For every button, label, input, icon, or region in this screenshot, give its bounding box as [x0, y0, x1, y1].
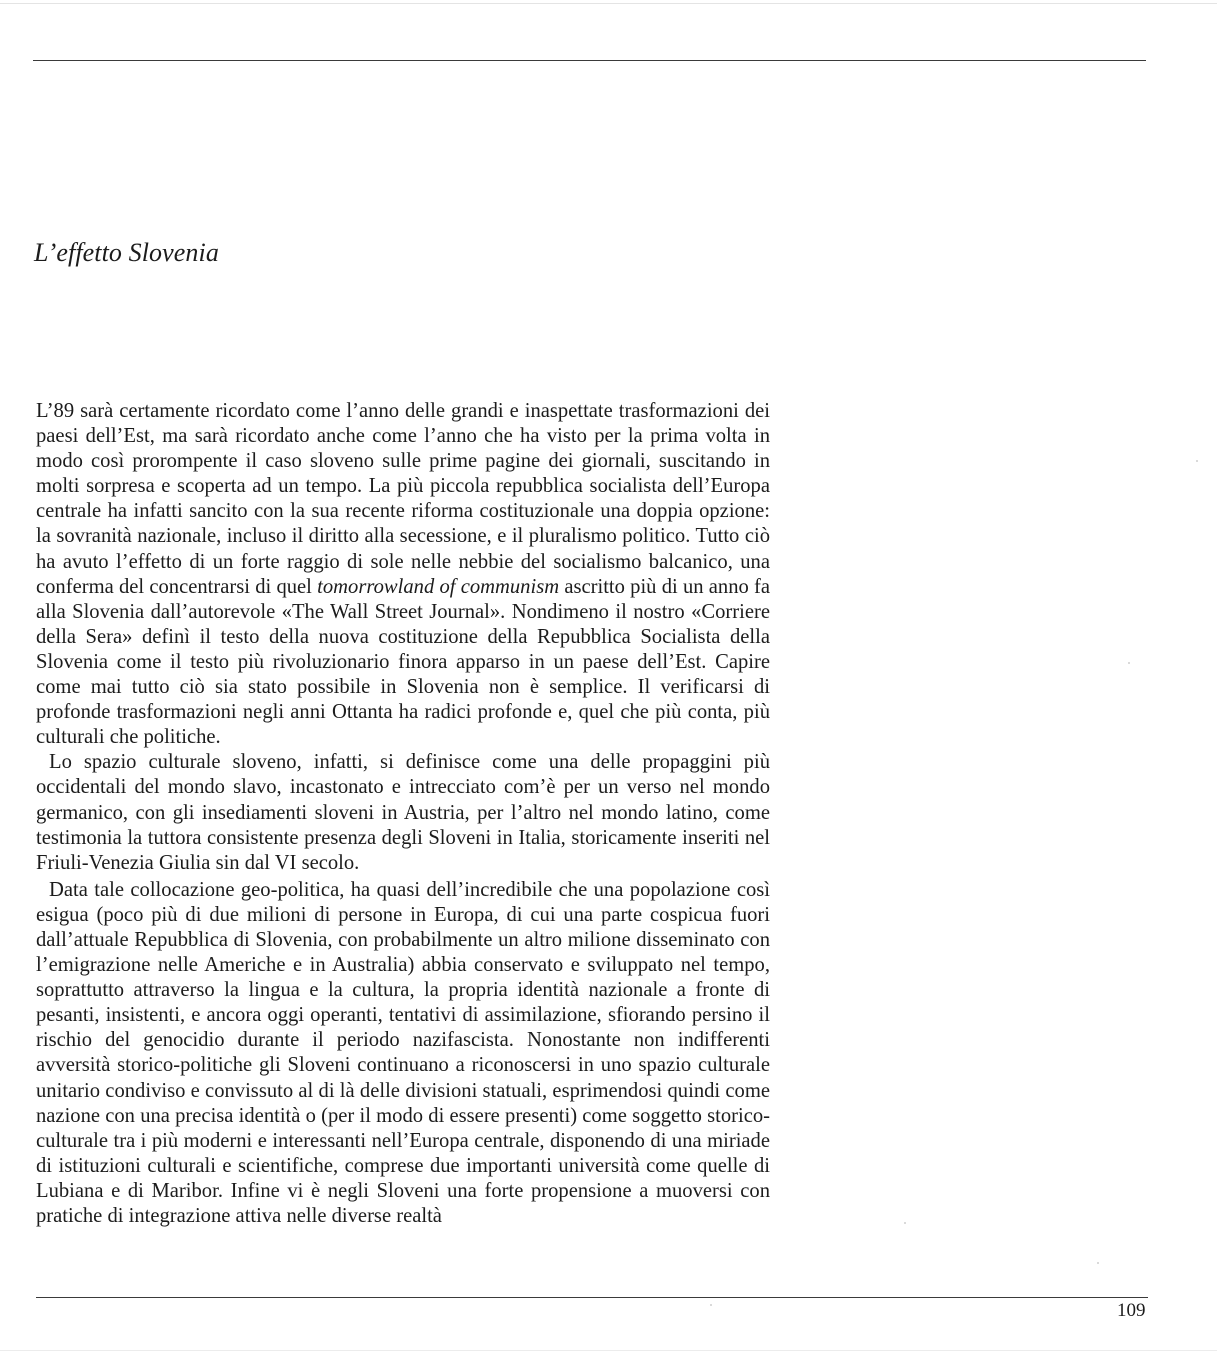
- paragraph-1-part-2: ascritto più di un anno fa alla Slovenia dall’autorevole «The Wall Street Journal». Nondimeno il nostro «Corriere della Sera» definì il testo della nuova costituzione della Repubblica Socialista della Slovenia come il testo più rivoluzionario finora apparso in un paese dell’Est. Capire come mai tutto ciò sia stato possibile in Slovenia non è semplice. Il verificarsi di profonde trasformazioni negli anni Ottanta ha radici profonde e, quel che più conta, più culturali che politiche.: [36, 575, 771, 749]
- scan-speck: [1128, 662, 1130, 664]
- page-number: 109: [1117, 1300, 1146, 1321]
- paragraph-1: [36, 399, 770, 750]
- scan-speck: [904, 1222, 906, 1224]
- body-text: [36, 399, 770, 1229]
- scan-speck: [710, 1304, 712, 1306]
- paragraph-1-part-1: L’89 sarà certamente ricordato come l’anno delle grandi e inaspettate trasformazioni dei paesi dell’Est, ma sarà ricordato anche come l’anno che ha visto per la prima volta in modo così prorompente il caso sloveno sulle prime pagine dei giornali, suscitando in molti sorpresa e scoperta ad un tempo. La più piccola repubblica socialista dell’Europa centrale ha infatti sancito con la sua recente riforma costituzionale una doppia opzione: la sovranità nazionale, incluso il diritto alla secessione, e il pluralismo politico. Tutto ciò ha avuto l’effetto di un forte raggio di sole nelle nebbie del socialismo balcanico, una conferma del concentrarsi di quel: [36, 400, 770, 598]
- footer-rule: [36, 1297, 1148, 1298]
- paragraph-1-italic-phrase: tomorrowland of communism: [317, 575, 560, 598]
- chapter-title: L’effetto Slovenia: [34, 238, 219, 267]
- paragraph-3: Data tale collocazione geo-politica, ha quasi dell’incredibile che una popolazione così esigua (poco più di due milioni di persone in Europa, di cui una parte cospicua fuori dall’attuale Repubblica di Slovenia, con probabilmente un altro milione disseminato con l’emigrazione nelle Americhe e in Australia) abbia conservato e sviluppato nel tempo, soprattutto attraverso la lingua e la cultura, la propria identità nazionale a fronte di pesanti, insistenti, e ancora oggi operanti, tentativi di assimilazione, sfiorando persino il rischio del genocidio durante il periodo nazifascista. Nonostante non indifferenti avversità storico-politiche gli Sloveni continuano a riconoscersi in uno spazio culturale unitario condiviso e convissuto al di là delle divisioni statuali, esprimendosi quindi come nazione con una precisa identità o (per il modo di essere presenti) come soggetto storico-culturale tra i più moderni e interessanti nell’Europa centrale, disponendo di una miriade di istituzioni culturali e scientifiche, comprese due importanti università come quelle di Lubiana e di Maribor. Infine vi è negli Sloveni una forte propensione a muoversi con pratiche di integrazione attiva nelle diverse realtà: [36, 878, 770, 1227]
- scan-speck: [1097, 1262, 1099, 1264]
- scan-edge-bottom: [0, 1350, 1217, 1351]
- scan-edge-top: [0, 3, 1217, 4]
- scan-speck: [1196, 460, 1198, 462]
- header-rule: [33, 60, 1146, 61]
- paragraph-2: Lo spazio culturale sloveno, infatti, si definisce come una delle propaggini più occidentali del mondo slavo, incastonato e intrecciato com’è per un verso nel mondo germanico, con gli insediamenti sloveni in Austria, per l’altro nel mondo latino, come testimonia la tuttora consistente presenza degli Sloveni in Italia, storicamente inseriti nel Friuli-Venezia Giulia sin dal VI secolo.: [36, 751, 770, 874]
